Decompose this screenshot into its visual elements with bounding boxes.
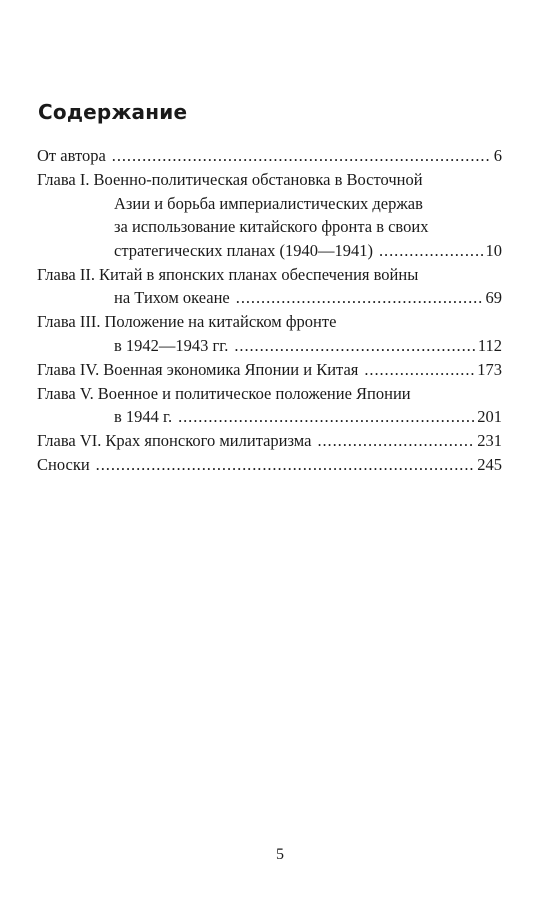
toc-entry-title: Положение на китайском фронте xyxy=(104,312,337,331)
toc-entry-page: 245 xyxy=(477,455,502,474)
dot-leader xyxy=(112,144,491,168)
toc-entry[interactable] xyxy=(37,382,502,429)
toc-entry-title: Крах японского милитаризма xyxy=(105,431,312,450)
toc-entry[interactable] xyxy=(37,144,502,168)
toc-entry[interactable] xyxy=(37,358,502,382)
toc-chapter-label: Глава II. xyxy=(37,264,95,284)
toc-entry-title: Азии и борьба империалистических держав xyxy=(114,193,423,213)
toc-chapter-label: Глава VI. xyxy=(37,431,102,450)
toc-entry-page: 69 xyxy=(485,288,502,307)
table-of-contents xyxy=(37,144,502,477)
toc-entry-title: Военное и политическое положение Японии xyxy=(97,383,411,403)
toc-entry-title: стратегических планах (1940—1941) xyxy=(114,240,373,260)
toc-entry-page: 6 xyxy=(493,146,502,165)
toc-entry-page: 10 xyxy=(485,240,502,260)
dot-leader xyxy=(234,334,475,358)
toc-entry-title: в 1942—1943 гг. xyxy=(114,335,229,355)
toc-entry-title: за использование китайского фронта в своих xyxy=(114,217,429,236)
dot-leader xyxy=(236,286,483,310)
toc-entry-title: Военная экономика Японии и Китая xyxy=(103,359,359,379)
toc-entry-title: От автора xyxy=(37,146,106,165)
toc-entry-title: Китай в японских планах обеспечения войны xyxy=(99,264,419,284)
toc-entry-title: в 1944 г. xyxy=(114,407,173,426)
toc-entry-title: Военно-политическая обстановка в Восточной xyxy=(93,170,423,189)
toc-chapter-label: Глава III. xyxy=(37,312,101,331)
toc-entry-page: 231 xyxy=(477,431,502,450)
toc-entry[interactable] xyxy=(37,310,502,357)
dot-leader xyxy=(379,239,483,263)
toc-entry-page: 201 xyxy=(477,407,502,426)
toc-chapter-label: Глава I. xyxy=(37,170,90,189)
toc-chapter-label: Глава IV. xyxy=(37,359,100,379)
toc-heading: Содержание xyxy=(38,100,188,124)
toc-entry[interactable] xyxy=(37,453,502,477)
toc-entry[interactable] xyxy=(37,168,502,262)
toc-entry-page: 112 xyxy=(477,335,502,355)
dot-leader xyxy=(96,453,475,477)
dot-leader xyxy=(364,358,474,382)
toc-entry[interactable] xyxy=(37,263,502,310)
toc-entry[interactable] xyxy=(37,429,502,453)
page-number: 5 xyxy=(276,846,284,863)
toc-entry-title: Сноски xyxy=(37,455,90,474)
toc-entry-page: 173 xyxy=(477,359,502,379)
toc-entry-title: на Тихом океане xyxy=(114,288,230,307)
dot-leader xyxy=(178,405,474,429)
dot-leader xyxy=(317,429,474,453)
toc-chapter-label: Глава V. xyxy=(37,383,94,403)
